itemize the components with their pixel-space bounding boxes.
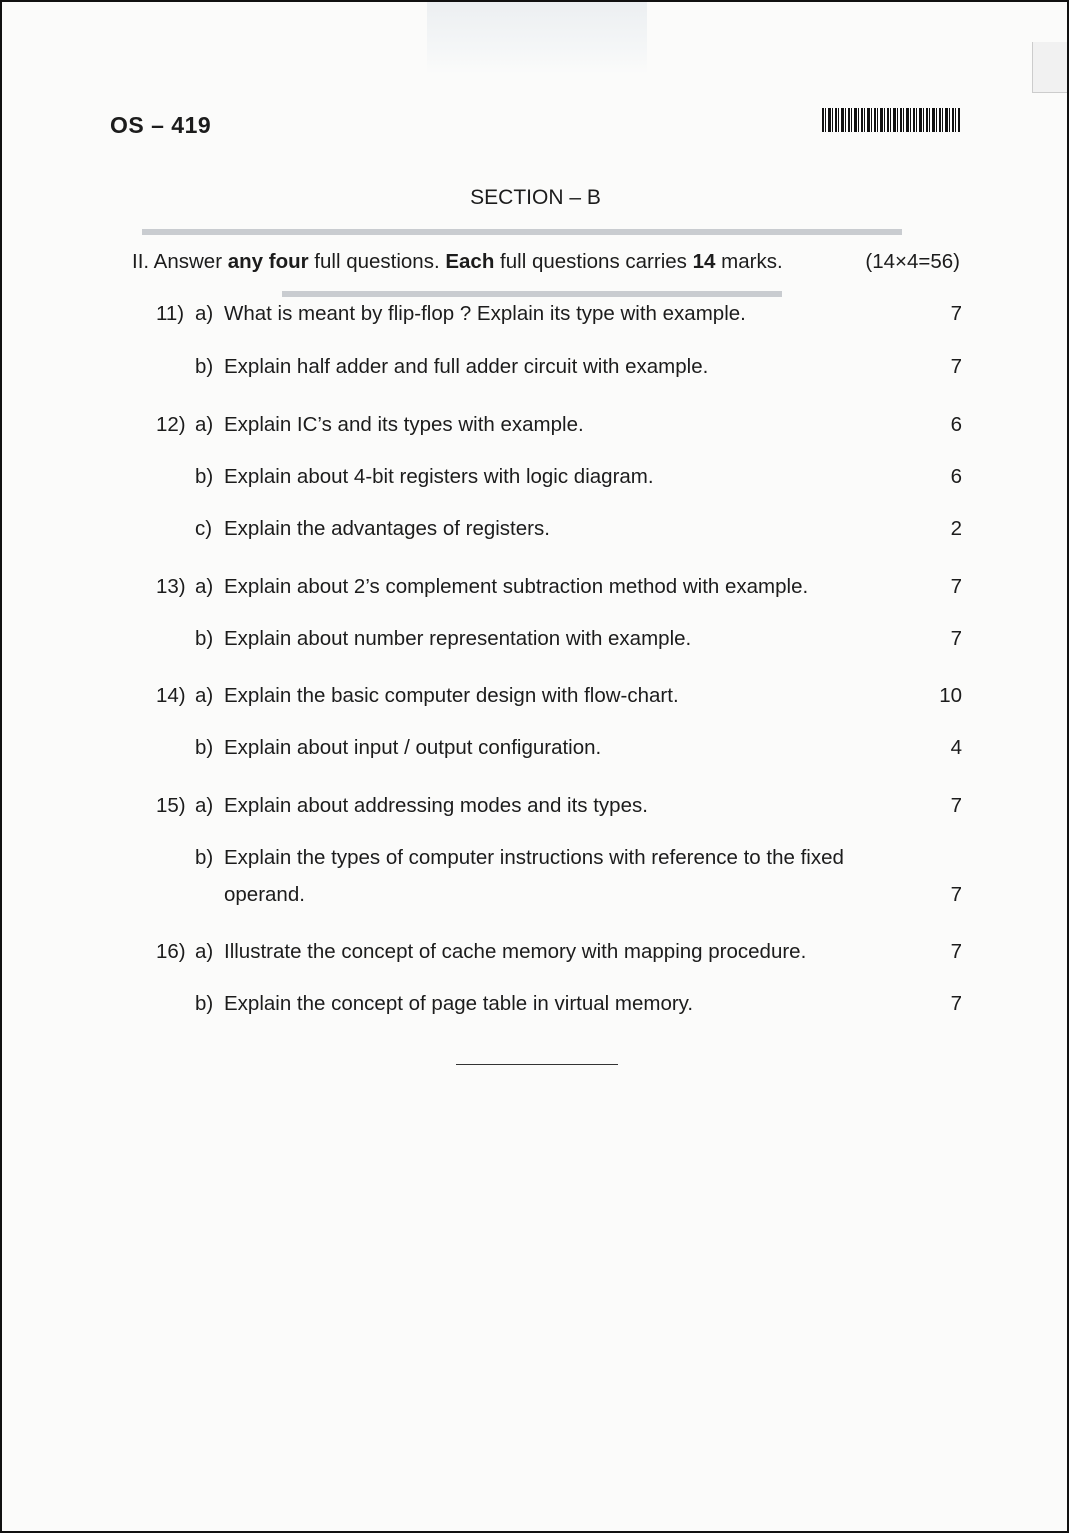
instruction-text-2: full questions. (308, 250, 446, 273)
question-text: Explain about number representation with example. (224, 627, 692, 650)
question-marks: 6 (950, 465, 962, 488)
end-rule (456, 1064, 618, 1065)
question-number: 16) (156, 940, 186, 963)
question-text: Explain about 4-bit registers with logic diagram. (224, 465, 654, 488)
question-text: What is meant by flip-flop ? Explain its type with example. (224, 302, 746, 325)
question-part: c) (195, 517, 213, 540)
question-text: Explain about addressing modes and its types. (224, 794, 648, 817)
question-text: Explain the concept of page table in virtual memory. (224, 992, 694, 1015)
question-marks: 6 (950, 413, 962, 436)
instruction-text-3: full questions carries (494, 250, 693, 273)
question-text: Explain the basic computer design with flow-chart. (224, 684, 679, 707)
paper-code: OS – 419 (110, 112, 212, 138)
question-marks: 7 (950, 302, 962, 325)
question-text: Explain about 2’s complement subtraction method with example. (224, 575, 809, 598)
question-part: a) (195, 794, 214, 817)
question-number: 13) (156, 575, 186, 598)
question-text: Explain the advantages of registers. (224, 517, 550, 540)
instruction-text-4: marks. (715, 250, 783, 273)
page-edge-mark (1032, 42, 1067, 93)
question-marks: 7 (950, 575, 962, 598)
instruction-bold-2: Each (445, 250, 495, 273)
instruction-text-1: Answer (153, 250, 228, 273)
question-number: 15) (156, 794, 186, 817)
question-marks: 7 (950, 883, 962, 906)
question-part: a) (195, 684, 214, 707)
question-part: b) (195, 355, 214, 378)
question-marks: 2 (950, 517, 962, 540)
barcode (822, 108, 960, 132)
question-text: Explain IC’s and its types with example. (224, 413, 584, 436)
question-marks: 7 (950, 992, 962, 1015)
bleed-through: ▬▬▬▬▬▬▬▬▬▬▬▬▬▬▬▬▬▬▬▬▬▬▬▬▬ (282, 280, 782, 302)
instruction-marks: (14×4=56) (865, 250, 960, 273)
question-number: 11) (156, 302, 185, 325)
scan-smudge (427, 2, 647, 74)
section-title: SECTION – B (470, 186, 601, 209)
question-part: b) (195, 992, 214, 1015)
question-text: Explain the types of computer instructions with reference to the fixed operand. (224, 846, 844, 906)
question-marks: 7 (950, 355, 962, 378)
question-part: a) (195, 302, 214, 325)
bleed-through: ▬▬▬▬▬▬▬▬▬▬▬▬▬▬▬▬▬▬▬▬▬▬▬▬▬▬▬▬▬▬▬▬▬▬▬▬▬▬ (142, 218, 902, 240)
question-number: 14) (156, 684, 186, 707)
instruction-bold-3: 14 (692, 250, 716, 273)
question-part: b) (195, 846, 214, 869)
question-text: Explain half adder and full adder circuit with example. (224, 355, 709, 378)
question-marks: 7 (950, 627, 962, 650)
question-marks: 10 (939, 684, 962, 707)
question-text: Explain about input / output configuration. (224, 736, 602, 759)
question-part: b) (195, 465, 214, 488)
question-marks: 7 (950, 940, 962, 963)
question-text: Illustrate the concept of cache memory with mapping procedure. (224, 940, 807, 963)
question-part: a) (195, 575, 214, 598)
question-marks: 7 (950, 794, 962, 817)
question-part: b) (195, 736, 214, 759)
question-number: 12) (156, 413, 186, 436)
instruction (132, 250, 960, 274)
question-part: a) (195, 940, 214, 963)
instruction-bold-1: any four (227, 250, 309, 273)
instruction-number: II. (132, 250, 150, 273)
question-marks: 4 (950, 736, 962, 759)
question-part: a) (195, 413, 214, 436)
question-part: b) (195, 627, 214, 650)
